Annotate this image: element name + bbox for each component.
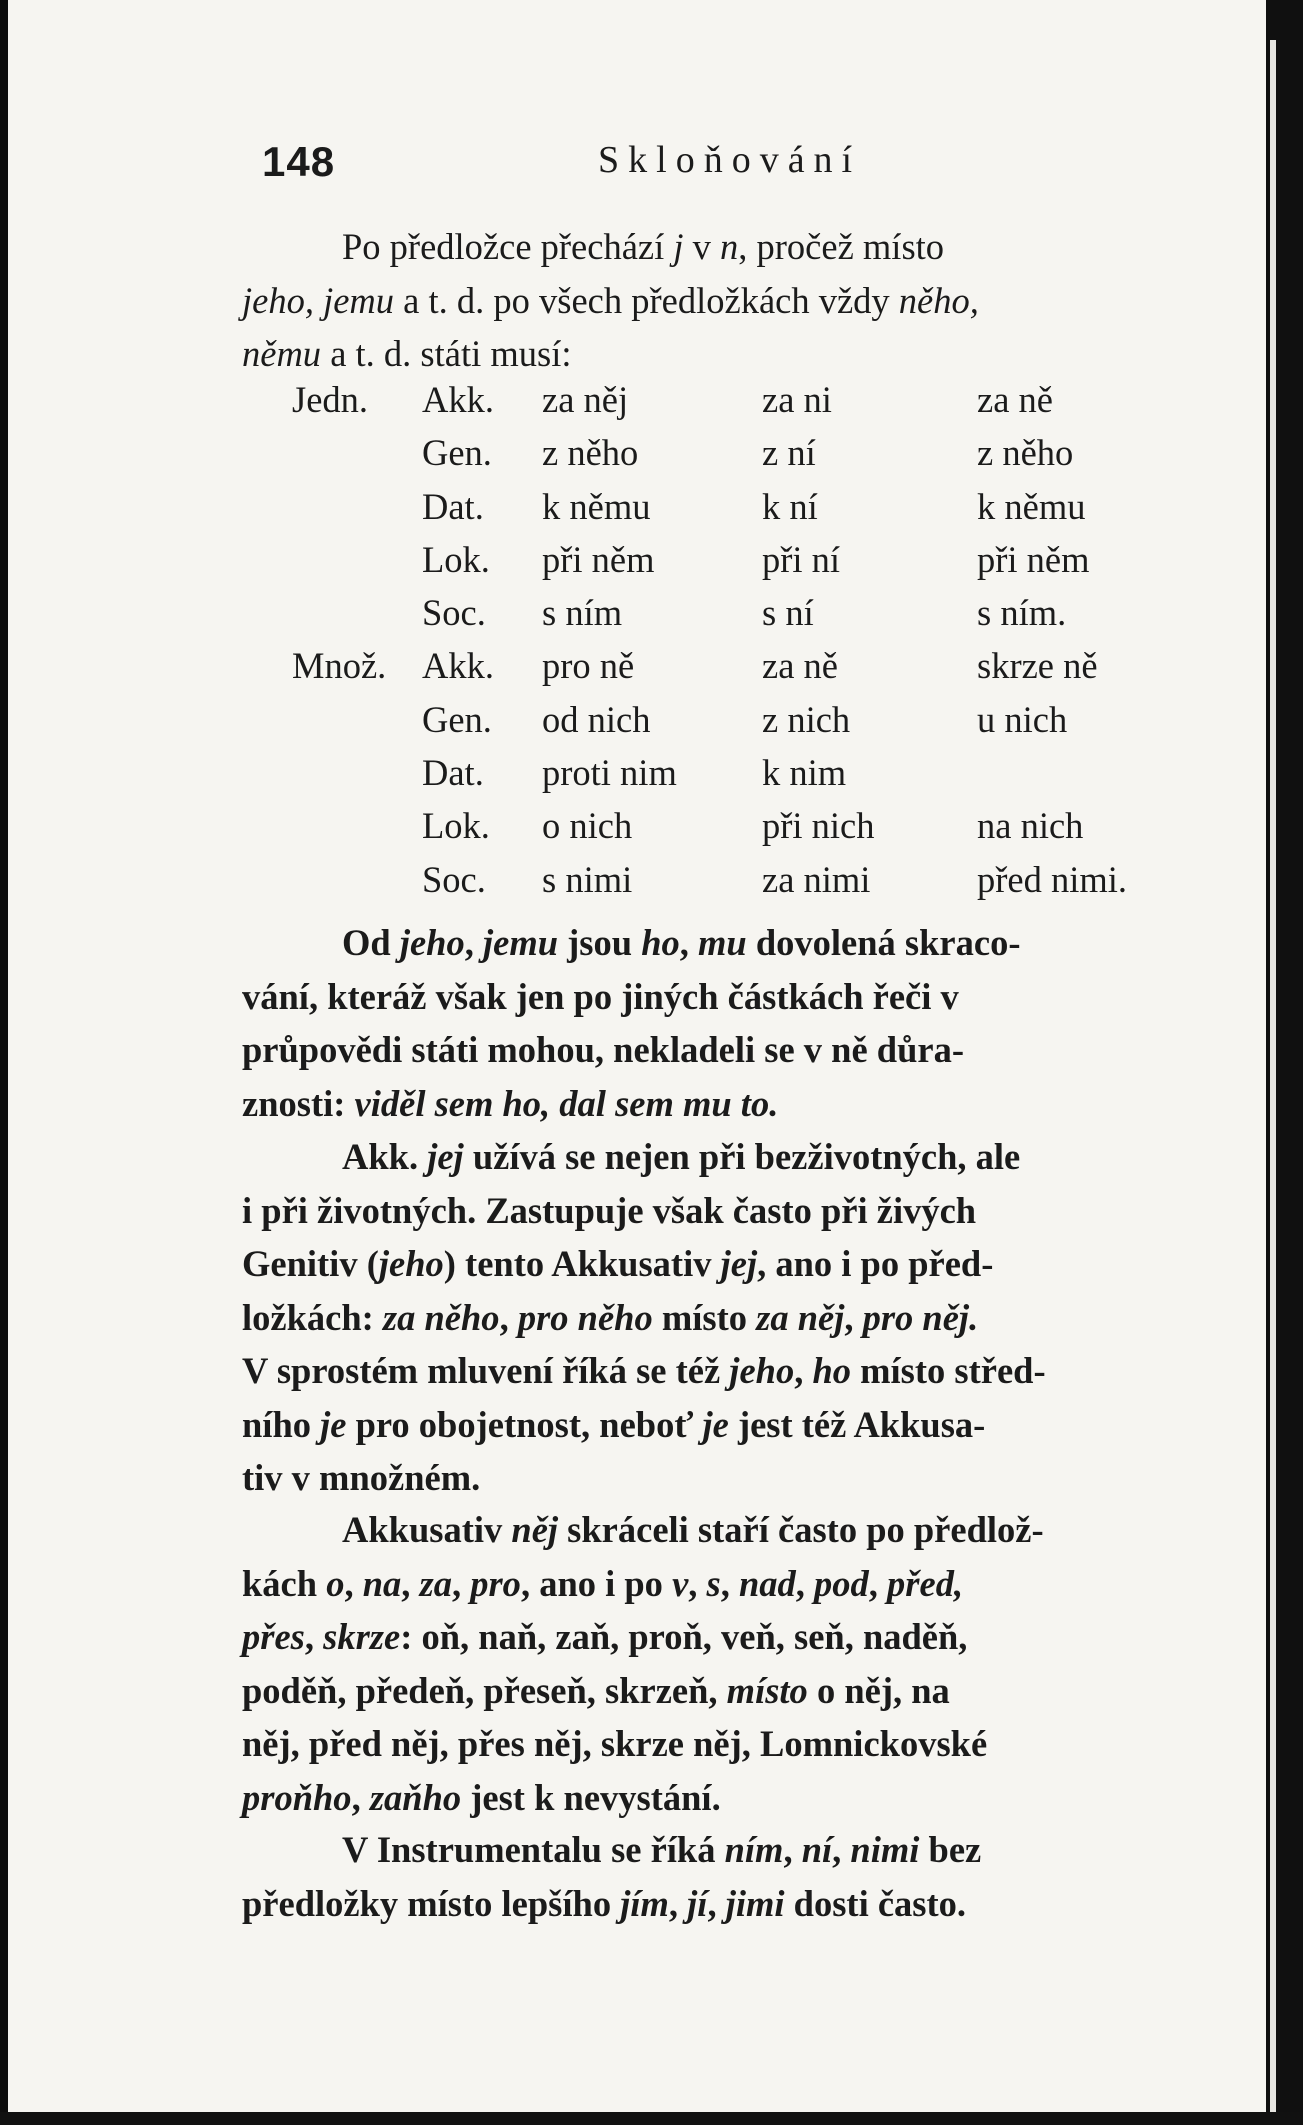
- italic-text: jej: [720, 1243, 758, 1284]
- neuter-form: za ně: [977, 379, 1053, 420]
- text-line: [242, 1664, 1210, 1718]
- text-line: i při životných. Zastupuje však často při živých: [242, 1189, 977, 1231]
- case-label: Lok.: [422, 538, 490, 580]
- italic-text: před,: [887, 1562, 964, 1604]
- text: ,: [464, 922, 483, 963]
- table-row: [242, 804, 1142, 857]
- text-line: [242, 1291, 1210, 1345]
- italic-text: jí: [687, 1882, 708, 1924]
- italic-text: za: [419, 1562, 452, 1604]
- text-line: [242, 916, 1210, 970]
- text: ,: [401, 1562, 420, 1604]
- feminine-form: s ní: [762, 592, 814, 634]
- text: Akk.: [342, 1136, 428, 1177]
- text: , ano i po před-: [757, 1243, 994, 1284]
- text: ložkách:: [242, 1296, 383, 1338]
- masculine-form: proti nim: [542, 752, 677, 794]
- table-row: [242, 858, 1142, 911]
- feminine-form: k ní: [762, 485, 818, 527]
- masculine-form: pro ně: [542, 645, 635, 687]
- text: ,: [783, 1829, 802, 1870]
- text: Od: [342, 922, 400, 963]
- neuter-form: z něho: [977, 432, 1074, 474]
- case-label: Akk.: [422, 645, 494, 687]
- text-line: [242, 1344, 1210, 1398]
- text: předložky místo lepšího: [242, 1882, 621, 1924]
- feminine-form: z nich: [762, 698, 851, 740]
- neuter-form: při něm: [977, 538, 1090, 580]
- masculine-form: při něm: [542, 538, 655, 580]
- text: jest k nevystání.: [461, 1776, 721, 1818]
- text-line: [242, 1771, 1210, 1825]
- text: ,: [707, 1882, 726, 1924]
- italic-text: pro: [470, 1562, 521, 1604]
- text-line: vání, kteráž však jen po jiných částkách řeči v: [242, 975, 959, 1017]
- italic-text: proňho: [242, 1776, 352, 1818]
- text: Akkusativ: [342, 1509, 512, 1550]
- italic-text: na: [362, 1562, 402, 1604]
- text: , pročež místo: [738, 226, 945, 267]
- paragraph-shortened-forms: [242, 916, 1210, 1130]
- text: o něj, na: [807, 1669, 950, 1711]
- case-label: Soc.: [422, 858, 486, 900]
- text: a t. d. po všech předložkách vždy: [394, 279, 899, 321]
- italic-text: skrze: [323, 1616, 401, 1657]
- text: ního: [242, 1403, 321, 1445]
- text-line: [242, 220, 1210, 274]
- text-line: [242, 1077, 1210, 1131]
- paragraph-instrumental: [242, 1823, 1210, 1930]
- text: ,: [351, 1776, 370, 1818]
- feminine-form: při nich: [762, 805, 875, 847]
- feminine-form: za nimi: [762, 858, 871, 900]
- running-title: Skloňování: [598, 139, 862, 181]
- declension-table: [242, 378, 1142, 911]
- table-row: [242, 431, 1142, 484]
- italic-text: němu: [242, 333, 322, 374]
- neuter-form: u nich: [977, 698, 1068, 740]
- case-label: Gen.: [422, 432, 492, 474]
- italic-text: mu: [698, 922, 747, 963]
- text: dosti často.: [784, 1882, 967, 1924]
- table-row: [242, 591, 1142, 644]
- text: ,: [499, 1296, 518, 1338]
- italic-text: ní: [801, 1829, 833, 1870]
- neuter-form: na nich: [977, 805, 1084, 847]
- page-number: 148: [262, 138, 336, 185]
- text: , ano i po: [520, 1562, 673, 1604]
- page-header: [262, 136, 862, 187]
- text: ,: [344, 1562, 363, 1604]
- feminine-form: z ní: [762, 432, 816, 474]
- text-line: [242, 1610, 1210, 1664]
- case-label: Gen.: [422, 698, 492, 740]
- text: znosti:: [242, 1082, 355, 1124]
- paragraph-accusative-nej: [242, 1503, 1210, 1824]
- italic-text: je: [320, 1403, 347, 1445]
- case-label: Dat.: [422, 752, 484, 794]
- italic-text: jej: [427, 1136, 464, 1177]
- text: V sprostém mluvení říká se též: [242, 1350, 730, 1391]
- text-line: [242, 327, 1210, 381]
- text: v: [683, 226, 721, 267]
- text: bez: [919, 1829, 982, 1870]
- text: ,: [795, 1562, 815, 1604]
- italic-text: pro něj.: [862, 1296, 979, 1338]
- text: ,: [832, 1829, 851, 1870]
- italic-text: v: [672, 1562, 689, 1604]
- text: jsou: [558, 922, 642, 963]
- italic-text: jeho: [378, 1243, 444, 1284]
- text: Po předložce přechází: [342, 226, 674, 267]
- text: místo střed-: [851, 1350, 1046, 1391]
- italic-text: jeho: [399, 922, 465, 963]
- paragraph-accusative-jej: [242, 1130, 1210, 1505]
- masculine-form: s ním: [542, 592, 623, 634]
- text: ,: [304, 1616, 324, 1657]
- italic-text: něho,: [898, 279, 979, 321]
- italic-text: pro něho: [517, 1296, 653, 1338]
- italic-text: ho: [812, 1350, 852, 1391]
- text-line: tiv v množném.: [242, 1457, 481, 1498]
- feminine-form: za ni: [762, 379, 832, 420]
- italic-text: za něj: [756, 1296, 845, 1338]
- masculine-form: k němu: [542, 485, 651, 527]
- table-row: [242, 378, 1142, 431]
- italic-text: je: [702, 1403, 729, 1445]
- text-line: [242, 1398, 1210, 1452]
- italic-text: jemu: [482, 922, 559, 963]
- text: a t. d. státi musí:: [321, 333, 572, 374]
- case-label: Akk.: [422, 379, 494, 420]
- italic-text: n: [720, 226, 739, 267]
- text: ,: [451, 1562, 471, 1604]
- italic-text: nad: [738, 1562, 796, 1604]
- text: kách: [242, 1562, 327, 1604]
- text-line: [242, 1237, 1210, 1291]
- text: ,: [668, 1882, 688, 1924]
- masculine-form: za něj: [542, 379, 629, 420]
- feminine-form: při ní: [762, 538, 841, 580]
- next-page-edge: [1270, 40, 1276, 2125]
- text-line: něj, před něj, přes něj, skrze něj, Lomnickovské: [242, 1723, 988, 1764]
- italic-text: zaňho: [369, 1776, 462, 1818]
- text-line: [242, 1557, 1210, 1611]
- text-line: [242, 1503, 1210, 1557]
- neuter-form: k němu: [977, 485, 1086, 527]
- italic-text: jimi: [725, 1882, 785, 1924]
- text-line: průpovědi státi mohou, nekladeli se v ně důra-: [242, 1029, 964, 1070]
- text-line: [242, 274, 1210, 328]
- italic-text: jeho: [729, 1350, 795, 1391]
- italic-text: nimi: [850, 1829, 920, 1870]
- case-label: Dat.: [422, 485, 484, 527]
- masculine-form: od nich: [542, 698, 651, 740]
- case-label: Lok.: [422, 805, 490, 847]
- number-label: Množ.: [292, 645, 387, 687]
- italic-text: pod: [814, 1562, 869, 1604]
- italic-text: viděl sem ho, dal sem mu to.: [354, 1082, 779, 1124]
- italic-text: j: [673, 226, 684, 267]
- text: poděň, předeň, přeseň, skrzeň,: [242, 1669, 727, 1711]
- text: Genitiv (: [242, 1243, 379, 1284]
- number-label: Jedn.: [292, 379, 369, 420]
- masculine-form: o nich: [542, 805, 633, 847]
- intro-paragraph: [242, 220, 1210, 381]
- text: ,: [794, 1350, 813, 1391]
- italic-text: o: [326, 1562, 345, 1604]
- neuter-form: před nimi.: [977, 858, 1128, 900]
- feminine-form: za ně: [762, 645, 838, 687]
- italic-text: něj: [511, 1509, 559, 1550]
- text-line: [242, 1130, 1210, 1184]
- text: ,: [679, 922, 699, 963]
- masculine-form: z něho: [542, 432, 639, 474]
- neuter-form: s ním.: [977, 592, 1067, 634]
- text: ,: [688, 1562, 707, 1604]
- case-label: Soc.: [422, 592, 486, 634]
- text: jest též Akkusa-: [728, 1403, 986, 1445]
- neuter-form: skrze ně: [977, 645, 1098, 687]
- text: užívá se nejen při bezživotných, ale: [463, 1136, 1021, 1177]
- text: : oň, naň, zaň, proň, veň, seň, naděň,: [400, 1616, 968, 1657]
- table-row: [242, 644, 1142, 697]
- italic-text: ho: [641, 922, 680, 963]
- table-row: [242, 751, 1142, 804]
- text: dovolená skraco-: [746, 922, 1021, 963]
- feminine-form: k nim: [762, 752, 847, 794]
- text: místo: [652, 1296, 757, 1338]
- italic-text: jeho, jemu: [242, 279, 395, 321]
- scan-border-bottom: [0, 2112, 1303, 2125]
- text: pro obojetnost, neboť: [346, 1403, 703, 1445]
- text-line: [242, 1877, 1210, 1931]
- text: ,: [844, 1296, 863, 1338]
- italic-text: přes: [242, 1616, 305, 1657]
- text: skráceli staří často po předlož-: [558, 1509, 1044, 1550]
- text: ,: [720, 1562, 739, 1604]
- masculine-form: s nimi: [542, 858, 633, 900]
- italic-text: jím: [620, 1882, 669, 1924]
- table-row: [242, 538, 1142, 591]
- text: V Instrumentalu se říká: [342, 1829, 725, 1870]
- italic-text: ním: [724, 1829, 784, 1870]
- text-line: [242, 1823, 1210, 1877]
- text: ) tento Akkusativ: [443, 1243, 721, 1284]
- text: ,: [868, 1562, 888, 1604]
- table-row: [242, 698, 1142, 751]
- italic-text: místo: [726, 1669, 808, 1711]
- italic-text: za něho: [382, 1296, 500, 1338]
- italic-text: s: [706, 1562, 721, 1604]
- table-row: [242, 485, 1142, 538]
